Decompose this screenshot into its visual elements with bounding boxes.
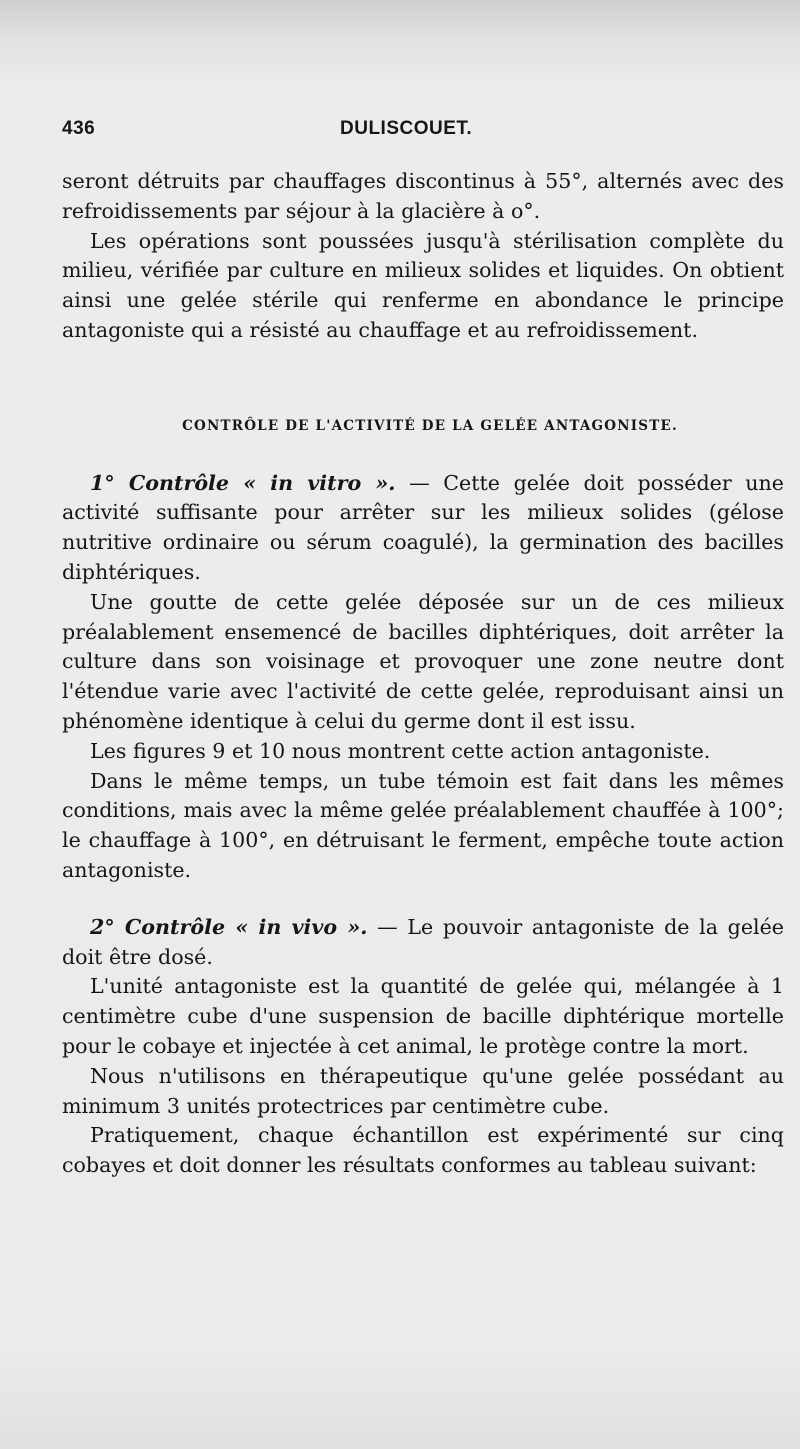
paragraph-in-vivo-text: — Le pouvoir antagoniste de la gelée doit être dosé.	[62, 914, 784, 969]
paragraph-unite: L'unité antagoniste est la quantité de gelée qui, mélangée à 1 centimètre cube d'une suspension de bacille diphtérique mortelle pour le cobaye et injectée à cet animal, le protège contre la mort.	[62, 974, 784, 1058]
section-title: CONTRÔLE DE L'ACTIVITÉ DE LA GELÉE ANTAGONISTE.	[182, 417, 678, 434]
paragraph-goutte: Une goutte de cette gelée déposée sur un de ces milieux préalablement ensemencé de bacilles diphtériques, doit arrêter la culture dans son voisinage et provoquer une zone neutre dont l'étendue varie avec l'activité de cette gelée, reproduisant ainsi un phénomène identique à celui du germe dont il est issu.	[62, 589, 784, 733]
paragraph-tube-temoin: Dans le même temps, un tube témoin est fait dans les mêmes conditions, mais avec la même gelée préalablement chauffée à 100°; le chauffage à 100°, en détruisant le ferment, empêche toute action antagoniste.	[62, 768, 784, 882]
paragraph-in-vivo	[62, 913, 784, 973]
body-text	[62, 167, 784, 1181]
paragraph-in-vitro-text: — Cette gelée doit posséder une activité suffisante pour arrêter sur les milieux solides (gélose nutritive ordinaire ou sérum coagulé), la germination des bacilles diphtériques.	[62, 470, 784, 584]
page-header	[62, 118, 742, 148]
paragraph-figures: Les figures 9 et 10 nous montrent cette action antagoniste.	[90, 738, 711, 763]
page-number: 436	[62, 118, 96, 139]
paragraph-sterilisation: Les opérations sont poussées jusqu'à stérilisation complète du milieu, vérifiée par culture en milieux solides et liquides. On obtient ainsi une gelée stérile qui renferme en abondance le principe antagoniste qui a résisté au chauffage et au refroidissement.	[62, 228, 784, 342]
paragraph-pratiquement: Pratiquement, chaque échantillon est expérimenté sur cinq cobayes et doit donner les résultats conformes au tableau suivant:	[62, 1123, 784, 1178]
subheading-in-vitro: 1° Contrôle « in vitro ».	[90, 470, 396, 495]
running-head: DULISCOUET.	[340, 118, 473, 139]
paragraph-continuation: seront détruits par chauffages discontinus à 55°, alternés avec des refroidissements par séjour à la glacière à o°.	[62, 169, 784, 223]
paragraph-in-vitro	[62, 469, 784, 588]
subheading-in-vivo: 2° Contrôle « in vivo ».	[90, 914, 368, 939]
paragraph-therapeutique: Nous n'utilisons en thérapeutique qu'une gelée possédant au minimum 3 unités protectrices par centimètre cube.	[62, 1063, 784, 1118]
